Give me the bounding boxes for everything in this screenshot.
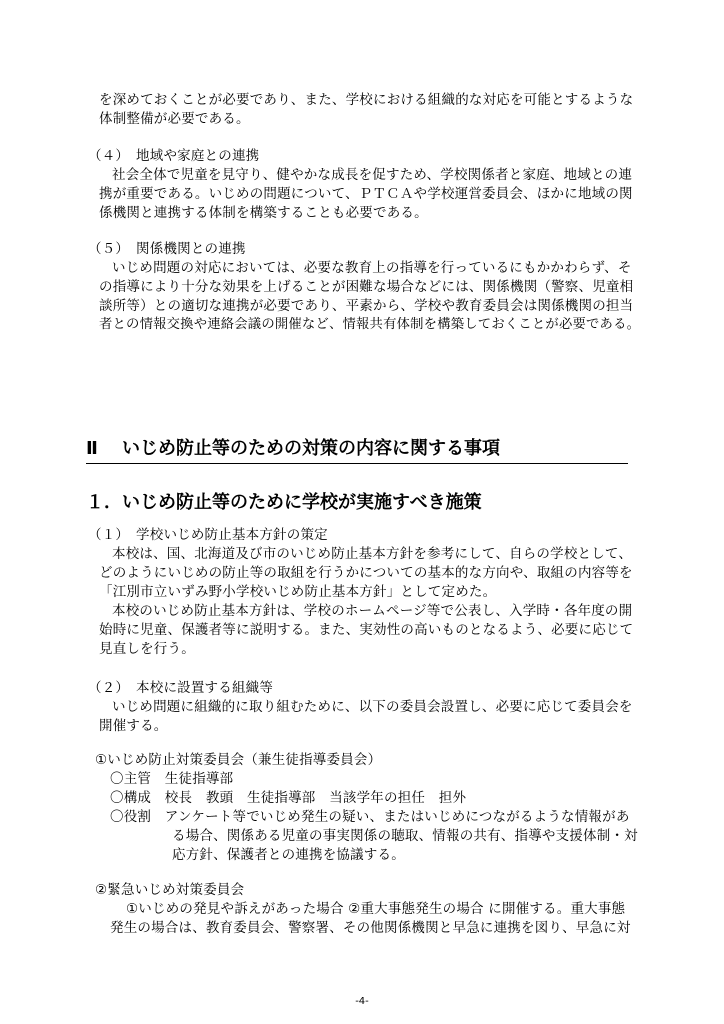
paragraph-line: を深めておくことが必要であり、また、学校における組織的な対応を可能とするような (99, 92, 634, 108)
paragraph-line: 始時に児童、保護者等に説明する。また、実効性の高いものとなるよう、必要に応じて (99, 622, 634, 638)
committee-line: 〇主管 生徒指導部 (110, 771, 234, 787)
chapter-numeral: Ⅱ (86, 438, 98, 459)
paragraph-line: 携が重要である。いじめの問題について、ＰＴＣＡや学校運営委員会、ほかに地域の関 (99, 186, 633, 202)
committee-line: 〇役割 アンケート等でいじめ発生の疑い、またはいじめにつながるような情報があ (110, 809, 630, 825)
paragraph-line: の指導により十分な効果を上げることが困難な場合などには、関係機関（警察、児童相 (99, 279, 634, 295)
committee-line: る場合、関係ある児童の事実関係の聴取、情報の共有、指導や支援体制・対 (172, 828, 638, 844)
paragraph-line: 談所等）との適切な連携が必要であり、平素から、学校や教育委員会は関係機関の担当 (99, 298, 634, 314)
item-heading: （１） 学校いじめ防止基本方針の策定 (88, 527, 328, 543)
paragraph-line: どのようにいじめの防止等の取組を行うかについての基本的な方向や、取組の内容等を (99, 565, 633, 581)
committee-title: ②緊急いじめ対策委員会 (95, 882, 245, 898)
paragraph-line: 開催する。 (99, 718, 168, 734)
paragraph-line: 本校は、国、北海道及び市のいじめ防止基本方針を参考にして、自らの学校として、 (112, 546, 633, 562)
subheading: １．いじめ防止等のために学校が実施すべき施策 (86, 492, 482, 513)
item-heading: （２） 本校に設置する組織等 (88, 680, 274, 696)
paragraph-line: 体制整備が必要である。 (99, 111, 250, 127)
committee-line: 応方針、保護者との連携を協議する。 (172, 847, 405, 863)
paragraph-line: いじめ問題の対応においては、必要な教育上の指導を行っているにもかかわらず、そ (112, 260, 632, 276)
paragraph-line: 本校のいじめ防止基本方針は、学校のホームページ等で公表し、入学時・各年度の開 (112, 603, 633, 619)
chapter-title (86, 437, 628, 464)
paragraph-line: 社会全体で児童を見守り、健やかな成長を促すため、学校関係者と家庭、地域との連 (112, 167, 633, 183)
committee-line: ①いじめの発見や訴えがあった場合 ②重大事態発生の場合 に開催する。重大事態 (126, 901, 626, 917)
committee-line: 〇構成 校長 教頭 生徒指導部 当該学年の担任 担外 (110, 790, 467, 806)
chapter-title-text: いじめ防止等のための対策の内容に関する事項 (122, 438, 500, 459)
paragraph-line: 見直しを行う。 (99, 641, 195, 657)
section-heading: （４） 地域や家庭との連携 (88, 148, 260, 164)
section-heading: （５） 関係機関との連携 (88, 241, 246, 257)
committee-title: ①いじめ防止対策委員会（兼生徒指導委員会） (95, 752, 382, 768)
paragraph-line: 者との情報交換や連絡会議の開催など、情報共有体制を構築しておくことが必要である。 (99, 317, 641, 332)
paragraph-line: いじめ問題に組織的に取り組むために、以下の委員会設置し、必要に応じて委員会を (112, 699, 633, 715)
committee-line: 発生の場合は、教育委員会、警察署、その他関係機関と早急に連携を図り、早急に対 (110, 920, 631, 936)
page-number: -4- (355, 996, 369, 1007)
paragraph-line: 係機関と連携する体制を構築することも必要である。 (99, 205, 428, 221)
paragraph-line: 「江別市立いずみ野小学校いじめ防止基本方針」として定めた。 (99, 584, 497, 600)
